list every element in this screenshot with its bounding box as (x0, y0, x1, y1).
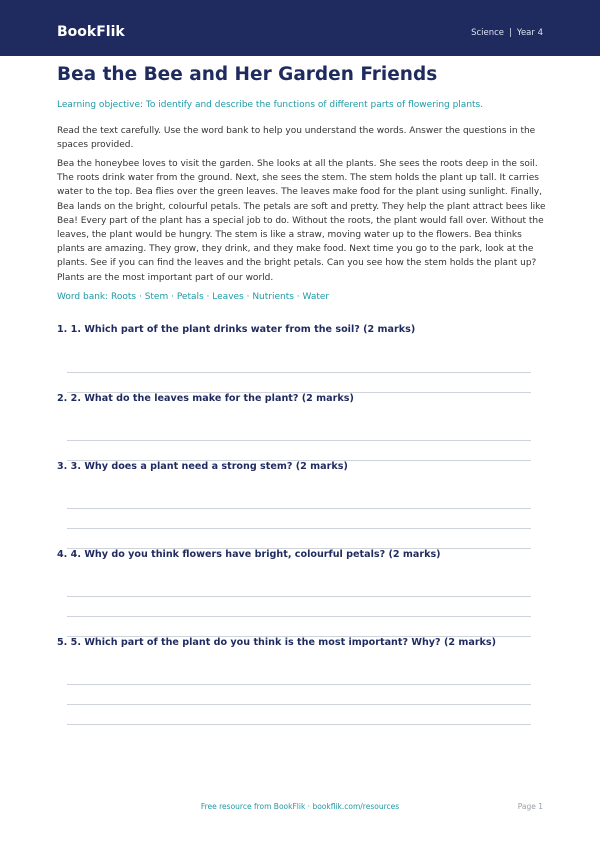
question-3 (57, 461, 537, 472)
answer-line-4b[interactable] (67, 616, 531, 617)
header-bar (0, 0, 600, 56)
question-5 (57, 637, 537, 648)
question-4-text: 4. 4. Why do you think flowers have bright, colourful petals? (2 marks) (57, 549, 441, 560)
question-1 (57, 324, 537, 335)
question-4 (57, 549, 537, 560)
reading-passage: Bea the honeybee loves to visit the garden. She looks at all the plants. She sees the roots deep in the soil. The roots drink water from the ground. Next, she sees the stem. The stem holds the plant up tall. It carries water to the top. Bea flies over the green leaves. The leaves make food for the plant using sunlight. Finally, Bea lands on the bright, colourful petals. The petals are soft and pretty. They help the plant attract bees like Bea! Every part of the plant has a special job to do. Without the roots, the plant would fall over. Without the leaves, the plant would be hungry. The stem is like a straw, moving water up to the flowers. Bea thinks plants are amazing. They grow, they drink, and they make food. Next time you go to the park, look at the plants. See if you can find the leaves and the bright petals. Can you see how the stem holds the plant up? Plants are the most important part of our world. (57, 159, 546, 283)
question-2-text: 2. 2. What do the leaves make for the plant? (2 marks) (57, 393, 354, 404)
answer-line-5a[interactable] (67, 684, 531, 685)
question-3-text: 3. 3. Why does a plant need a strong stem? (2 marks) (57, 461, 348, 472)
subject-year-meta (471, 28, 543, 38)
answer-line-1a[interactable] (67, 372, 531, 373)
answer-line-5c[interactable] (67, 724, 531, 725)
word-bank: Word bank: Roots · Stem · Petals · Leaves · Nutrients · Water (57, 292, 330, 302)
question-1-text: 1. 1. Which part of the plant drinks water from the soil? (2 marks) (57, 324, 416, 335)
worksheet-title: Bea the Bee and Her Garden Friends (57, 64, 438, 85)
year-label: Year 4 (516, 28, 543, 38)
meta-separator: | (509, 28, 512, 38)
learning-objective: Learning objective: To identify and describe the functions of different parts of flowering plants. (57, 100, 484, 110)
page-number: Page 1 (517, 802, 543, 811)
answer-line-5b[interactable] (67, 704, 531, 705)
question-2 (57, 393, 537, 404)
instructions-text: Read the text carefully. Use the word bank to help you understand the words. Answer the questions in the spaces provided. (57, 126, 536, 151)
answer-line-3b[interactable] (67, 528, 531, 529)
subject-label: Science (471, 28, 505, 38)
answer-line-3a[interactable] (67, 508, 531, 509)
question-5-text: 5. 5. Which part of the plant do you think is the most important? Why? (2 marks) (57, 637, 497, 648)
brand-logo[interactable]: BookFlik (57, 24, 125, 40)
footer-resource-link[interactable]: Free resource from BookFlik · bookflik.com/resources (200, 802, 400, 811)
answer-line-2a[interactable] (67, 440, 531, 441)
answer-line-4a[interactable] (67, 596, 531, 597)
